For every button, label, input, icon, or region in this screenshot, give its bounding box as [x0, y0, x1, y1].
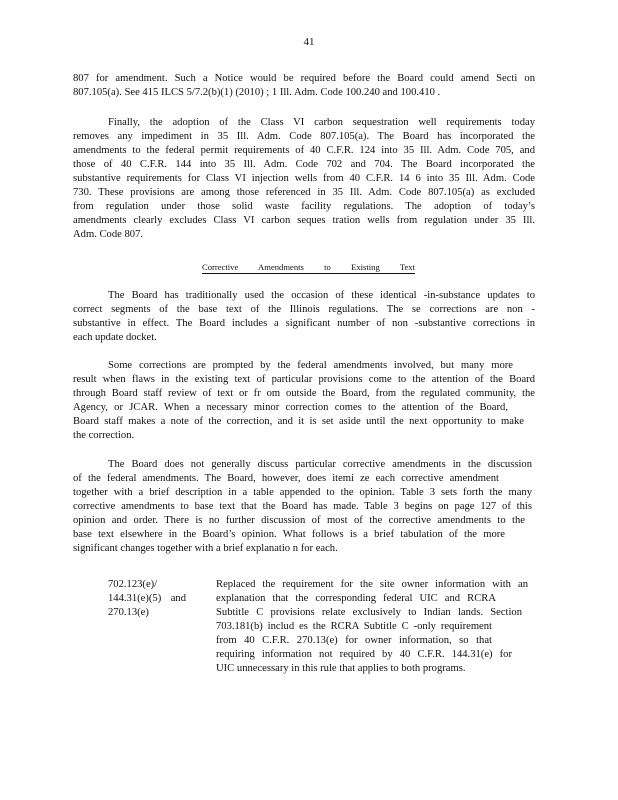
text-line: base text elsewhere in the Board’s opinion. What follows is a brief tabulation of the more	[73, 529, 505, 540]
text-line: requiring information not required by 40 C.F.R. 144.31(e) for	[216, 649, 512, 660]
text-line: result when flaws in the existing text of particular provisions come to the attention of the Board	[73, 374, 535, 385]
text-line: together with a brief description in a table appended to the opinion. Table 3 sets forth the many	[73, 487, 532, 498]
text-line: Subtitle C provisions relate exclusively to Indian lands. Section	[216, 607, 522, 618]
text-line: amendments to the federal permit requirements of 40 C.F.R. 124 into 35 Ill. Adm. Code 705, and	[73, 145, 535, 156]
text-line: opinion and order. There is no further discussion of most of the corrective amendments to the	[73, 515, 525, 526]
text-line: each update docket.	[73, 332, 157, 343]
text-line: Adm. Code 807.	[73, 229, 144, 240]
text-line: substantive in effect. The Board includes a significant number of non -substantive corrections in	[73, 318, 535, 329]
text-line: from regulation under those solid waste facility regulations. The adoption of today’s	[73, 201, 535, 212]
text-line: 703.181(b) includ es the RCRA Subtitle C -only requirement	[216, 621, 492, 632]
section-heading: Corrective Amendments to Existing Text	[202, 262, 415, 272]
section-reference: 144.31(e)(5) and	[108, 593, 186, 604]
section-reference: 702.123(e)/	[108, 579, 158, 590]
text-line: The Board does not generally discuss particular corrective amendments in the discussion	[108, 459, 532, 470]
text-line: 807.105(a). See 415 ILCS 5/7.2(b)(1) (2010) ; 1 Ill. Adm. Code 100.240 and 100.410 .	[73, 87, 441, 98]
text-line: significant changes together with a brief explanatio n for each.	[73, 543, 338, 554]
text-line: from 40 C.F.R. 270.13(e) for owner information, so that	[216, 635, 492, 646]
text-line: amendments clearly excludes Class VI carbon seques tration wells from regulation under 35 Ill.	[73, 215, 535, 226]
text-line: 807 for amendment. Such a Notice would be required before the Board could amend Secti on	[73, 73, 535, 84]
text-line: those of 40 C.F.R. 144 into 35 Ill. Adm. Code 702 and 704. The Board incorporated the	[73, 159, 535, 170]
text-line: corrective amendments to base text that the Board has made. Table 3 begins on page 127 of this	[73, 501, 532, 512]
text-line: Some corrections are prompted by the federal amendments involved, but many more	[108, 360, 513, 371]
text-line: explanation that the corresponding federal UIC and RCRA	[216, 593, 496, 604]
text-line: Board staff makes a note of the correction, and it is set aside until the next opportunity to make	[73, 416, 524, 427]
page-number: 41	[303, 36, 315, 48]
text-line: correct segments of the base text of the Illinois regulations. The se corrections are non -	[73, 304, 535, 315]
text-line: Agency, or JCAR. When a necessary minor correction comes to the attention of the Board,	[73, 402, 508, 413]
text-line: removes any impediment in 35 Ill. Adm. Code 807.105(a). The Board has incorporated the	[73, 131, 535, 142]
text-line: UIC unnecessary in this rule that applies to both programs.	[216, 663, 466, 674]
text-line: substantive requirements for Class VI injection wells from 40 C.F.R. 14 6 into 35 Ill. Adm. Code	[73, 173, 535, 184]
text-line: 730. These provisions are among those referenced in 35 Ill. Adm. Code 807.105(a) as excluded	[73, 187, 535, 198]
text-line: through Board staff review of text or fr om outside the Board, from the regulated community, the	[73, 388, 535, 399]
text-line: the correction.	[73, 430, 135, 441]
text-line: Finally, the adoption of the Class VI carbon sequestration well requirements today	[108, 117, 535, 128]
section-reference: 270.13(e)	[108, 607, 149, 618]
text-line: of the federal amendments. The Board, however, does itemi ze each corrective amendment	[73, 473, 499, 484]
text-line: The Board has traditionally used the occasion of these identical -in-substance updates to	[108, 290, 535, 301]
text-line: Replaced the requirement for the site owner information with an	[216, 579, 528, 590]
